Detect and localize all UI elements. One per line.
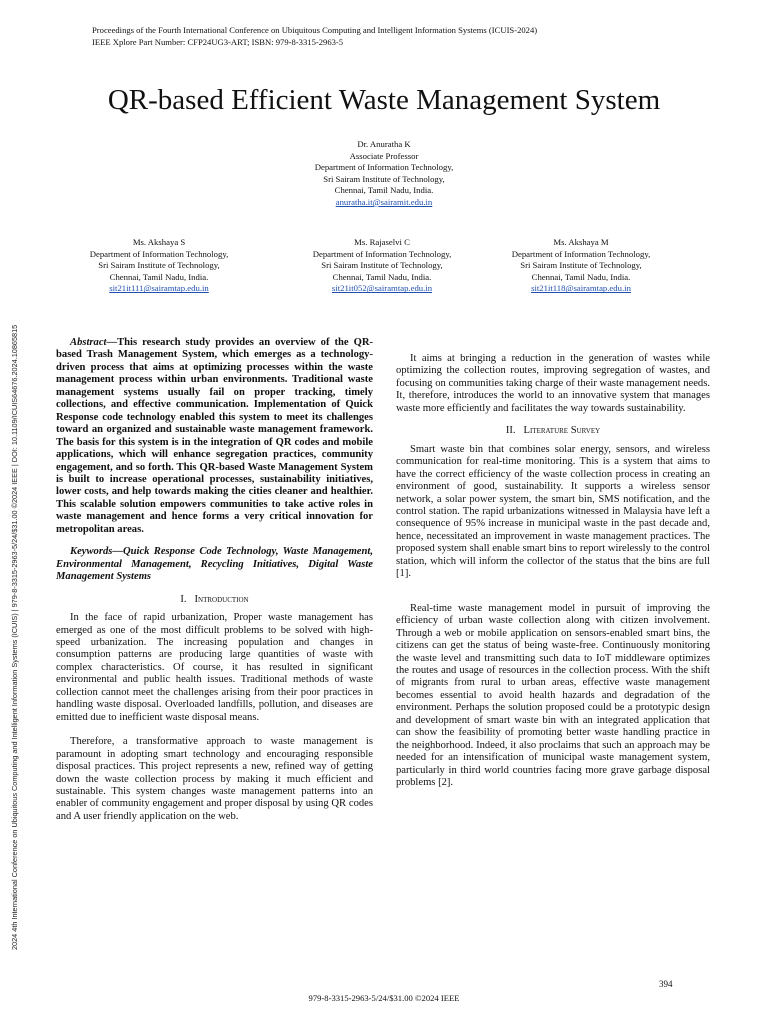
- conference-header-line2: IEEE Xplore Part Number: CFP24UG3-ART; ISBN: 979-8-3315-2963-5: [92, 37, 344, 47]
- section-number: I.: [180, 593, 187, 605]
- author-institution: Sri Sairam Institute of Technology,: [323, 173, 445, 184]
- intro-paragraph-1: In the face of rapid urbanization, Proper waste management has emerged as one of the most difficult problems to be solved with high-speed urbanization. The increasing population and changes in consumption patterns are producing large quantities of waste with complex characteristics. Of course, it has resulted in significant environmental and public health issues. Traditional methods of waste collection cannot meet the challenges arising from their poor practices in handling waste disposal. Overloaded landfills, pollution, and diseases are emitted due to inefficient waste disposal means.: [56, 612, 373, 723]
- intro-paragraph-2: Therefore, a transformative approach to waste management is paramount in adopting smart technology and encouraging responsible disposal practices. This project represents a new, refined way of getting down the waste collection process by making it much efficient and sustainable. This system changes waste management patterns into an enabler of community engagement and proper disposal by using QR codes and A user friendly application on the web.: [56, 736, 373, 822]
- left-column: [56, 337, 373, 823]
- section-number: II.: [505, 425, 516, 437]
- author-name: Dr. Anuratha K: [357, 139, 411, 149]
- coauthor-city: Chennai, Tamil Nadu, India.: [109, 271, 209, 282]
- author-role: Associate Professor: [349, 150, 419, 161]
- main-author-block: [234, 139, 534, 209]
- coauthor-email-link[interactable]: sit21it111@sairamtap.edu.in: [109, 283, 209, 294]
- abstract-lead: Abstract: [70, 337, 107, 348]
- intro-paragraph-3: It aims at bringing a reduction in the generation of wastes while optimizing the collection routes, improving segregation of wastes, and focusing on communities taking charge of their waste management needs. It, therefore, introduces the world to an innovative system that manages waste more efficiently and facilitates the way towards sustainability.: [396, 353, 710, 414]
- coauthor-block-2: [267, 237, 497, 295]
- literature-paragraph-1: Smart waste bin that combines solar energy, sensors, and wireless communication for real-time monitoring. This is a system that aims to have the correct efficiency of the waste collection process in creating an environment of good, sustainability. It supports a wireless sensor network, a solar power system, the smart bin, SMS notification, and the control station. The rapid urbanizations witnessed in Malaysia have left a consequence of 95% increase in municipal waste in the past decade and, hence, necessitated an improvement in waste management practices. The proposed system shall enable smart bins to report wirelessly to the control station, which will inform the collector of the status that the bins are full [1].: [396, 443, 710, 580]
- coauthor-institution: Sri Sairam Institute of Technology,: [520, 260, 642, 271]
- coauthor-email-link[interactable]: sit21it118@sairamtap.edu.in: [531, 283, 631, 294]
- section-heading-literature-survey: [396, 425, 710, 437]
- coauthor-block-3: [466, 237, 696, 295]
- coauthor-name: Ms. Akshaya S: [132, 237, 186, 247]
- doi-side-strip: 2024 4th International Conference on Ubiquitous Computing and Intelligent Information Systems (ICUIS) | 979-8-3315-2963-5/24/$31.00 ©2024 IEEE | DOI: 10.1109/ICUIS64676.2024.10865815: [10, 324, 19, 950]
- keywords: Keywords—Quick Response Code Technology, Waste Management, Environmental Management, Recycling Initiatives, Digital Waste Management Systems: [56, 546, 373, 583]
- coauthor-city: Chennai, Tamil Nadu, India.: [531, 271, 631, 282]
- abstract-body: —This research study provides an overview of the QR-based Trash Management System, which emerges as a technology- driven process that aims at optimizing processes within the waste management process within urban environments. Traditional waste management systems usually fail on proper tracking, timely collections, and effective communication. Implementation of Quick Response code technology enabled this system to meet its challenges toward an organized and sustainable waste management framework. The basis for this system is in the integration of QR codes and mobile applications, which will enhance segregation practices, community engagement, and so forth. This QR-based Waste Management System is built to increase operational processes, sustainability initiatives, lower costs, and help towards making the cities cleaner and healthier. This scalable solution empowers communities to take active roles in waste management and hence forms a very critical innovation for metropolitan areas.: [56, 337, 373, 535]
- author-email-link[interactable]: anuratha.it@sairamit.edu.in: [335, 196, 433, 207]
- coauthor-name: Ms. Akshaya M: [553, 237, 609, 247]
- conference-header: [92, 24, 537, 48]
- right-column: [396, 353, 710, 790]
- coauthor-dept: Department of Information Technology,: [511, 248, 651, 259]
- literature-paragraph-2: Real-time waste management model in pursuit of improving the efficiency of urban waste collection along with citizen involvement. Through a web or mobile application on sensors-enabled smart bins, the citizens can get the status of being waste-free. Continuously monitoring the waste level and transmitting such data to IoT middleware optimizes the routes and usage of resources in the collection process. With the shift of migrants from rural to urban areas, effective waste management becomes essential to avoid health hazards and degradation of the environment. Perhaps the solution proposed could be a prototypic design and development of smart waste bin with an integrated application that can show the feasibility of promoting better waste handling practice in the neighborhood. Indeed, it also proclaims that such an approach may be needed for an intensification of municipal waste management system, particularly in third world countries facing more grave garbage disposal problems [2].: [396, 602, 710, 789]
- section-title: Literature Survey: [523, 425, 601, 437]
- coauthor-name: Ms. Rajaselvi C: [354, 237, 410, 247]
- conference-header-line1: Proceedings of the Fourth International Conference on Ubiquitous Computing and Intelligent Information Systems (ICUIS-2024): [92, 25, 538, 35]
- page-number: 394: [659, 979, 673, 989]
- coauthor-dept: Department of Information Technology,: [312, 248, 452, 259]
- coauthor-institution: Sri Sairam Institute of Technology,: [321, 260, 443, 271]
- coauthor-block-1: [44, 237, 274, 295]
- section-heading-introduction: [56, 594, 373, 606]
- coauthor-institution: Sri Sairam Institute of Technology,: [98, 260, 220, 271]
- coauthor-email-link[interactable]: sit21it052@sairamtap.edu.in: [331, 283, 433, 294]
- author-dept: Department of Information Technology,: [314, 162, 454, 173]
- author-city: Chennai, Tamil Nadu, India.: [334, 185, 434, 196]
- section-title: Introduction: [194, 593, 249, 605]
- paper-title: QR-based Efficient Waste Management System: [107, 84, 661, 116]
- copyright-footer: 979-8-3315-2963-5/24/$31.00 ©2024 IEEE: [308, 993, 460, 1003]
- coauthor-dept: Department of Information Technology,: [89, 248, 229, 259]
- abstract: [56, 337, 373, 536]
- coauthor-city: Chennai, Tamil Nadu, India.: [332, 271, 432, 282]
